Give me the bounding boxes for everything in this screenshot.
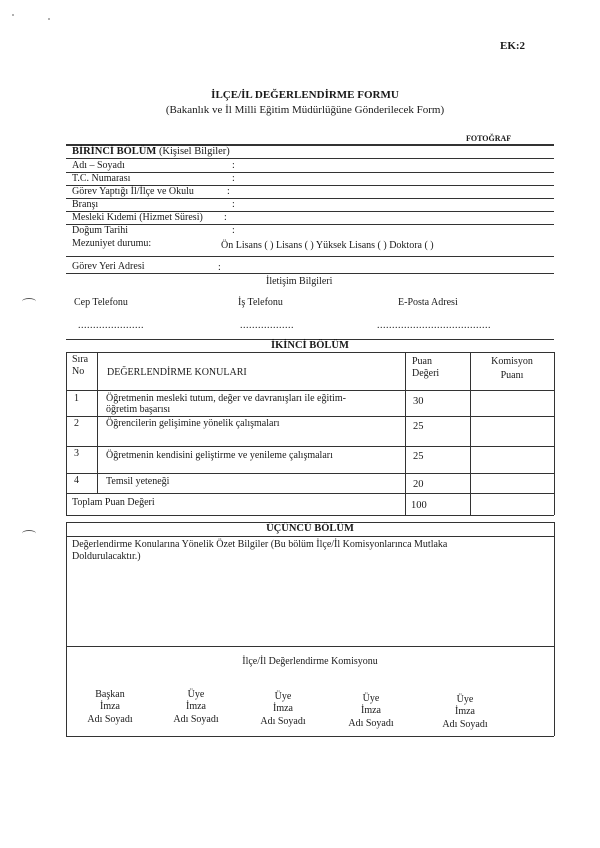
signature-name: Adı Soyadı [442,719,488,730]
field-dogum-label: Doğum Tarihi [72,225,129,236]
scan-speck [48,18,50,20]
signature-name: Adı Soyadı [87,714,133,725]
table-row-puan: 30 [413,396,424,407]
table-row-text: Temsil yeteneği [106,476,170,487]
col-komisyon-1: Komisyon [491,356,533,367]
col-sira-1: Sıra [72,354,89,365]
eposta-label: E-Posta Adresi [398,297,458,308]
signature-role: Üye [456,694,474,705]
field-gorev-yeri-label: Görev Yeri Adresi [72,261,145,272]
table-row-text: öğretim başarısı [106,404,171,415]
is-telefonu-dots: .................. [240,320,294,331]
total-label: Toplam Puan Değeri [72,497,155,508]
ek-label: EK:2 [500,40,526,52]
col-komisyon-2: Puanı [500,370,524,381]
field-tc-colon: : [232,173,235,184]
is-telefonu-label: İş Telefonu [238,297,283,308]
field-brans-label: Branşı [72,199,99,210]
field-tc-label: T.C. Numarası [72,173,131,184]
field-brans-colon: : [232,199,235,210]
signature-role: Üye [274,691,292,702]
cep-telefonu-label: Cep Telefonu [74,297,128,308]
col-konular: DEĞERLENDİRME KONULARI [107,367,247,378]
table-row-puan: 25 [413,451,424,462]
section-3-text-1: Değerlendirme Konularına Yönelik Özet Bilgiler (Bu bölüm İlçe/İl Komisyonlarınca Mutlaka [72,539,448,550]
table-row-no: 4 [74,475,79,486]
table-row-no: 2 [74,418,79,429]
eposta-dots: ...................................... [377,320,491,331]
col-puan-2: Değeri [412,368,440,379]
signature-imza: İmza [100,701,120,712]
section-3-text-2: Doldurulacaktır.) [72,551,141,562]
field-gorev-colon: : [227,186,230,197]
col-sira-2: No [72,366,85,377]
total-value: 100 [411,500,427,511]
section-2-heading: İKİNCİ BÖLÜM [271,340,349,351]
form-title: İLÇE/İL DEĞERLENDİRME FORMU [211,89,399,101]
section-1-heading [72,146,230,158]
signature-imza: İmza [455,706,475,717]
section-3-heading: ÜÇÜNCÜ BÖLÜM [266,523,354,534]
field-gorev-label: Görev Yaptığı İl/İlçe ve Okulu [72,186,194,197]
signature-name: Adı Soyadı [173,714,219,725]
form-subtitle: (Bakanlık ve İl Milli Eğitim Müdürlüğüne Gönderilecek Form) [165,104,445,116]
signature-role: Üye [362,693,380,704]
field-ad-soyad-label: Adı – Soyadı [72,160,125,171]
field-mezuniyet-label: Mezuniyet durumu: [72,238,152,249]
table-row-no: 1 [74,393,79,404]
scan-speck [12,14,14,16]
section-1-heading-rest: (Kişisel Bilgiler) [156,146,230,157]
field-kidem-colon: : [224,212,227,223]
field-ad-soyad-colon: : [232,160,235,171]
cep-telefonu-dots: ...................... [78,320,144,331]
signature-role: Üye [187,689,205,700]
signature-imza: İmza [186,701,206,712]
table-row-text: Öğretmenin kendisini geliştirme ve yenileme çalışmaları [106,450,333,461]
table-row-puan: 25 [413,421,424,432]
signature-name: Adı Soyadı [260,716,306,727]
iletisim-heading: İletişim Bilgileri [266,276,333,287]
table-row-text: Öğrencilerin gelişimine yönelik çalışmaları [106,418,280,429]
punch-hole-mark [22,530,36,537]
komisyon-label: İlçe/İl Değerlendirme Komisyonu [242,656,378,667]
signature-imza: İmza [361,705,381,716]
field-mezuniyet-options: Ön Lisans ( ) Lisans ( ) Yüksek Lisans ( ) Doktora ( ) [221,240,434,251]
table-row-no: 3 [74,448,79,459]
section-1-heading-bold: BİRİNCİ BÖLÜM [72,146,157,157]
field-dogum-colon: : [232,225,235,236]
signature-name: Adı Soyadı [348,718,394,729]
table-row-puan: 20 [413,479,424,490]
photo-label: FOTOĞRAF [466,134,512,143]
col-puan-1: Puan [412,356,432,367]
field-kidem-label: Mesleki Kıdemi (Hizmet Süresi) [72,212,203,223]
signature-role: Başkan [95,689,125,700]
punch-hole-mark [22,298,36,305]
table-row-text: Öğretmenin mesleki tutum, değer ve davranışları ile eğitim- [106,393,346,404]
field-gorev-yeri-colon: : [218,262,221,273]
signature-imza: İmza [273,703,293,714]
